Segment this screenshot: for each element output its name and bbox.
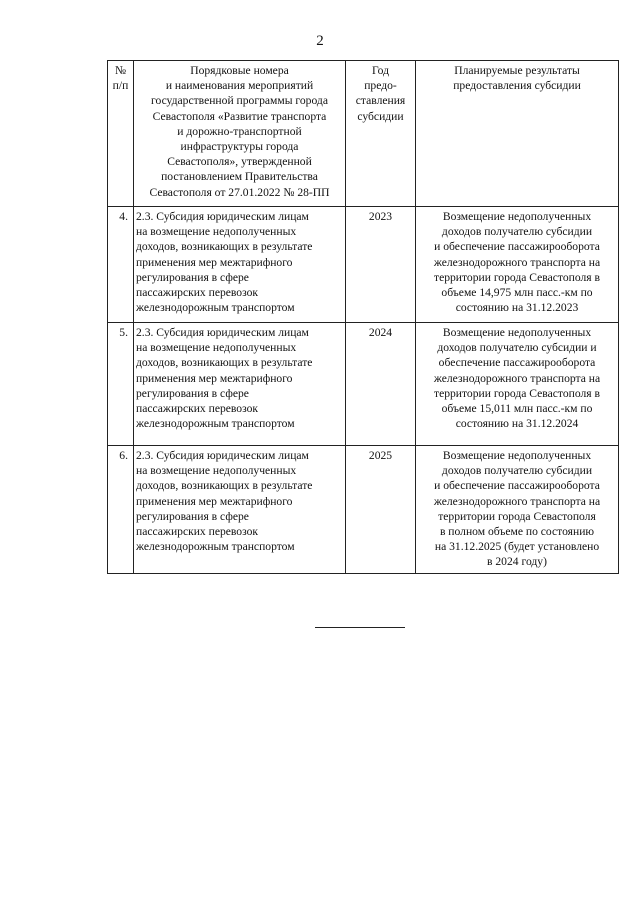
header-num: № п/п <box>108 61 134 207</box>
row-activity: 2.3. Субсидия юридическим лицам на возмещение недополученных доходов, возникающих в результате применения мер межтарифного регулирования в сфере пассажирских перевозок железнодорожным транспортом <box>134 446 346 574</box>
row-number: 4. <box>108 207 134 323</box>
row-year: 2024 <box>346 323 416 446</box>
row-result: Возмещение недополученных доходов получателю субсидии и обеспечение пассажирооборота железнодорожного транспорта на территории города Севастополя в объеме 14,975 млн пасс.-км по состоянию на 31.12.2023 <box>416 207 619 323</box>
table-header-row <box>108 61 619 207</box>
header-activity: Порядковые номера и наименования мероприятий государственной программы города Севастополя «Развитие транспорта и дорожно-транспортной инфраструктуры города Севастополя», утвержденной постановлением Правительства Севастополя от 27.01.2022 № 28-ПП <box>134 61 346 207</box>
page-number: 2 <box>316 33 324 49</box>
table-row <box>108 207 619 323</box>
table-row <box>108 323 619 446</box>
row-year: 2025 <box>346 446 416 574</box>
row-activity: 2.3. Субсидия юридическим лицам на возмещение недополученных доходов, возникающих в результате применения мер межтарифного регулирования в сфере пассажирских перевозок железнодорожным транспортом <box>134 207 346 323</box>
row-result: Возмещение недополученных доходов получателю субсидии и обеспечение пассажирооборота железнодорожного транспорта на территории города Севастополя в полном объеме по состоянию на 31.12.2025 (будет установлено в 2024 году) <box>416 446 619 574</box>
row-activity: 2.3. Субсидия юридическим лицам на возмещение недополученных доходов, возникающих в результате применения мер межтарифного регулирования в сфере пассажирских перевозок железнодорожным транспортом <box>134 323 346 446</box>
row-number: 6. <box>108 446 134 574</box>
table-row <box>108 446 619 574</box>
row-number: 5. <box>108 323 134 446</box>
row-result: Возмещение недополученных доходов получателю субсидии и обеспечение пассажирооборота железнодорожного транспорта на территории города Севастополя в объеме 15,011 млн пасс.-км по состоянию на 31.12.2024 <box>416 323 619 446</box>
row-year: 2023 <box>346 207 416 323</box>
subsidy-table <box>107 60 619 574</box>
header-results: Планируемые результаты предоставления субсидии <box>416 61 619 207</box>
end-divider-line <box>315 627 405 628</box>
header-year: Год предо- ставления субсидии <box>346 61 416 207</box>
